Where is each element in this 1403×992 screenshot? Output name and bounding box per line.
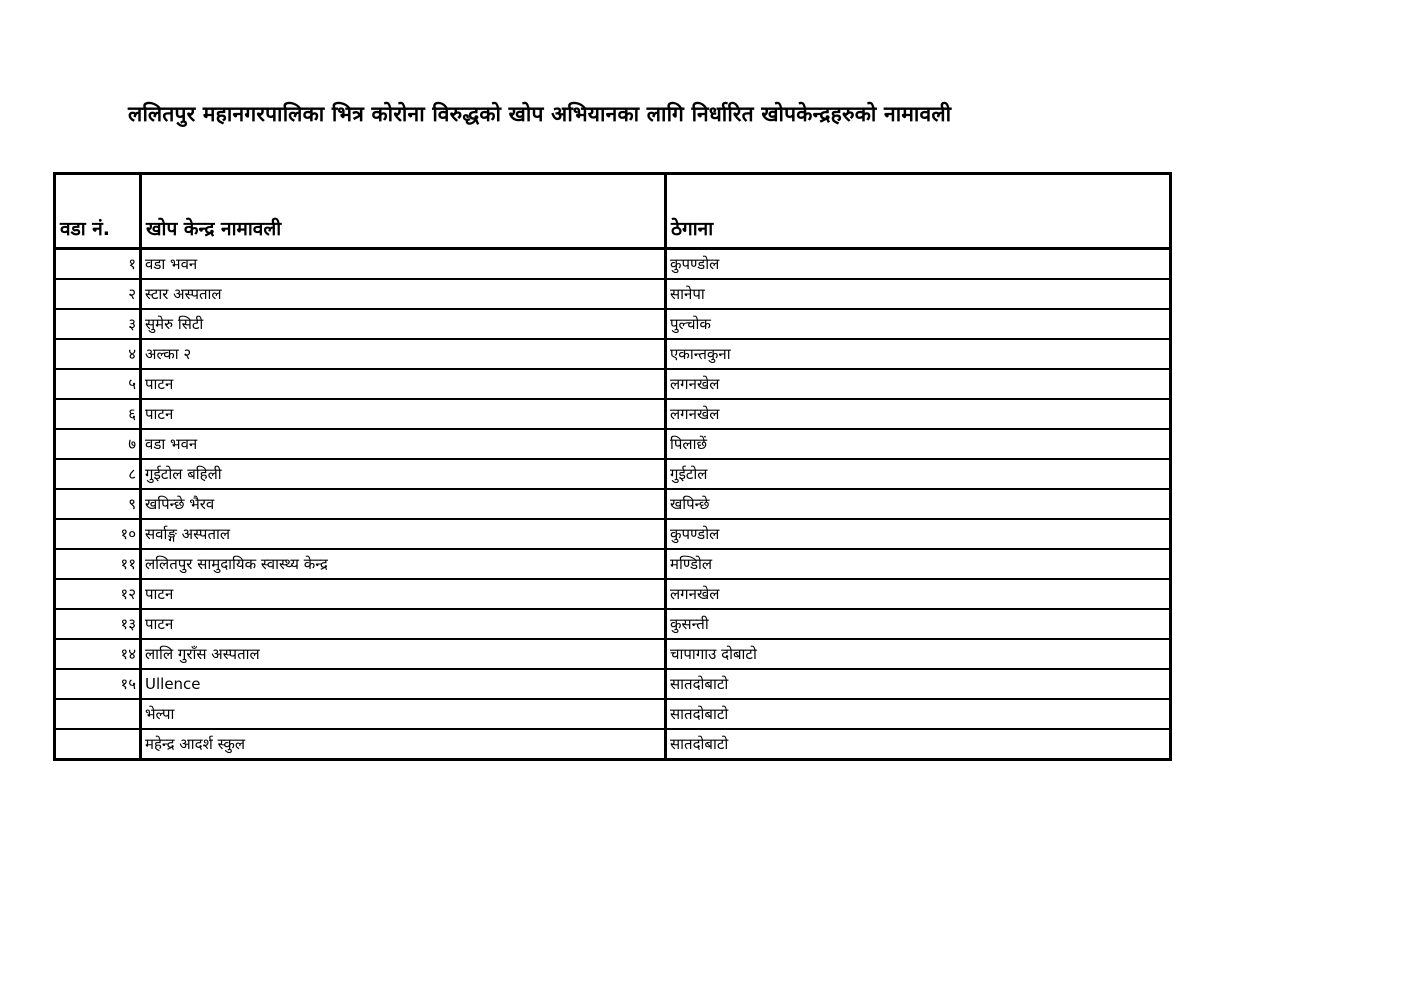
ward-number-cell: १२ bbox=[55, 579, 141, 609]
center-name-cell: गुईटोल बहिली bbox=[141, 459, 666, 489]
table-row bbox=[55, 729, 1171, 760]
center-name-cell: वडा भवन bbox=[141, 249, 666, 280]
address-cell: पुल्चोक bbox=[666, 309, 1171, 339]
address-cell: एकान्तकुना bbox=[666, 339, 1171, 369]
header-ward-number: वडा नं. bbox=[55, 174, 141, 249]
table-row bbox=[55, 459, 1171, 489]
table-row bbox=[55, 309, 1171, 339]
address-cell: खपिन्छे bbox=[666, 489, 1171, 519]
vaccination-centers-table-container bbox=[53, 172, 1169, 761]
center-name-cell: पाटन bbox=[141, 609, 666, 639]
table-row bbox=[55, 549, 1171, 579]
ward-number-cell: ११ bbox=[55, 549, 141, 579]
center-name-cell: Ullence bbox=[141, 669, 666, 699]
ward-number-cell: ३ bbox=[55, 309, 141, 339]
ward-number-cell bbox=[55, 729, 141, 760]
table-row bbox=[55, 429, 1171, 459]
address-cell: गुईटोल bbox=[666, 459, 1171, 489]
address-cell: लगनखेल bbox=[666, 399, 1171, 429]
center-name-cell: पाटन bbox=[141, 369, 666, 399]
table-row bbox=[55, 699, 1171, 729]
center-name-cell: लालि गुराँस अस्पताल bbox=[141, 639, 666, 669]
ward-number-cell: २ bbox=[55, 279, 141, 309]
address-cell: सातदोबाटो bbox=[666, 699, 1171, 729]
address-cell: मण्डिोल bbox=[666, 549, 1171, 579]
address-cell: लगनखेल bbox=[666, 579, 1171, 609]
table-body bbox=[55, 249, 1171, 760]
address-cell: सानेपा bbox=[666, 279, 1171, 309]
address-cell: चापागाउ दोबाटो bbox=[666, 639, 1171, 669]
center-name-cell: सुमेरु सिटी bbox=[141, 309, 666, 339]
center-name-cell: सर्वाङ्ग अस्पताल bbox=[141, 519, 666, 549]
ward-number-cell: ८ bbox=[55, 459, 141, 489]
center-name-cell: भेल्पा bbox=[141, 699, 666, 729]
table-row bbox=[55, 399, 1171, 429]
address-cell: पिलाछें bbox=[666, 429, 1171, 459]
vaccination-centers-table bbox=[53, 172, 1172, 761]
table-row bbox=[55, 369, 1171, 399]
table-header-row bbox=[55, 174, 1171, 249]
center-name-cell: खपिन्छे भैरव bbox=[141, 489, 666, 519]
table-row bbox=[55, 579, 1171, 609]
table-row bbox=[55, 249, 1171, 280]
address-cell: सातदोबाटो bbox=[670, 735, 729, 753]
ward-number-cell: ७ bbox=[55, 429, 141, 459]
center-name-cell: महेन्द्र आदर्श स्कुल bbox=[141, 729, 666, 760]
ward-number-cell: ६ bbox=[55, 399, 141, 429]
address-cell: कुपण्डोल bbox=[666, 519, 1171, 549]
ward-number-cell: १५ bbox=[55, 669, 141, 699]
ward-number-cell: १३ bbox=[55, 609, 141, 639]
table-row bbox=[55, 339, 1171, 369]
center-name-cell: पाटन bbox=[141, 579, 666, 609]
address-cell: कुपण्डोल bbox=[666, 249, 1171, 280]
table-row bbox=[55, 639, 1171, 669]
address-cell: कुसन्ती bbox=[666, 609, 1171, 639]
ward-number-cell: ९ bbox=[55, 489, 141, 519]
ward-number-cell: ४ bbox=[55, 339, 141, 369]
ward-number-cell bbox=[55, 699, 141, 729]
address-cell: लगनखेल bbox=[666, 369, 1171, 399]
address-cell: सातदोबाटो bbox=[666, 669, 1171, 699]
center-name-cell: स्टार अस्पताल bbox=[141, 279, 666, 309]
ward-number-cell: १ bbox=[55, 249, 141, 280]
center-name-cell: अल्का २ bbox=[141, 339, 666, 369]
header-center-name: खोप केन्द्र नामावली bbox=[141, 174, 666, 249]
table-row bbox=[55, 489, 1171, 519]
document-title: ललितपुर महानगरपालिका भित्र कोरोना विरुद्धको खोप अभियानका लागि निर्धारित खोपकेन्द्रहरुको नामावली bbox=[128, 102, 952, 126]
center-name-cell: वडा भवन bbox=[141, 429, 666, 459]
table-row bbox=[55, 519, 1171, 549]
table-row bbox=[55, 279, 1171, 309]
ward-number-cell: ५ bbox=[55, 369, 141, 399]
header-address: ठेगाना bbox=[666, 174, 1171, 249]
center-name-cell: पाटन bbox=[141, 399, 666, 429]
center-name-cell: ललितपुर सामुदायिक स्वास्थ्य केन्द्र bbox=[141, 549, 666, 579]
table-row bbox=[55, 609, 1171, 639]
ward-number-cell: १४ bbox=[55, 639, 141, 669]
table-row bbox=[55, 669, 1171, 699]
ward-number-cell: १० bbox=[55, 519, 141, 549]
